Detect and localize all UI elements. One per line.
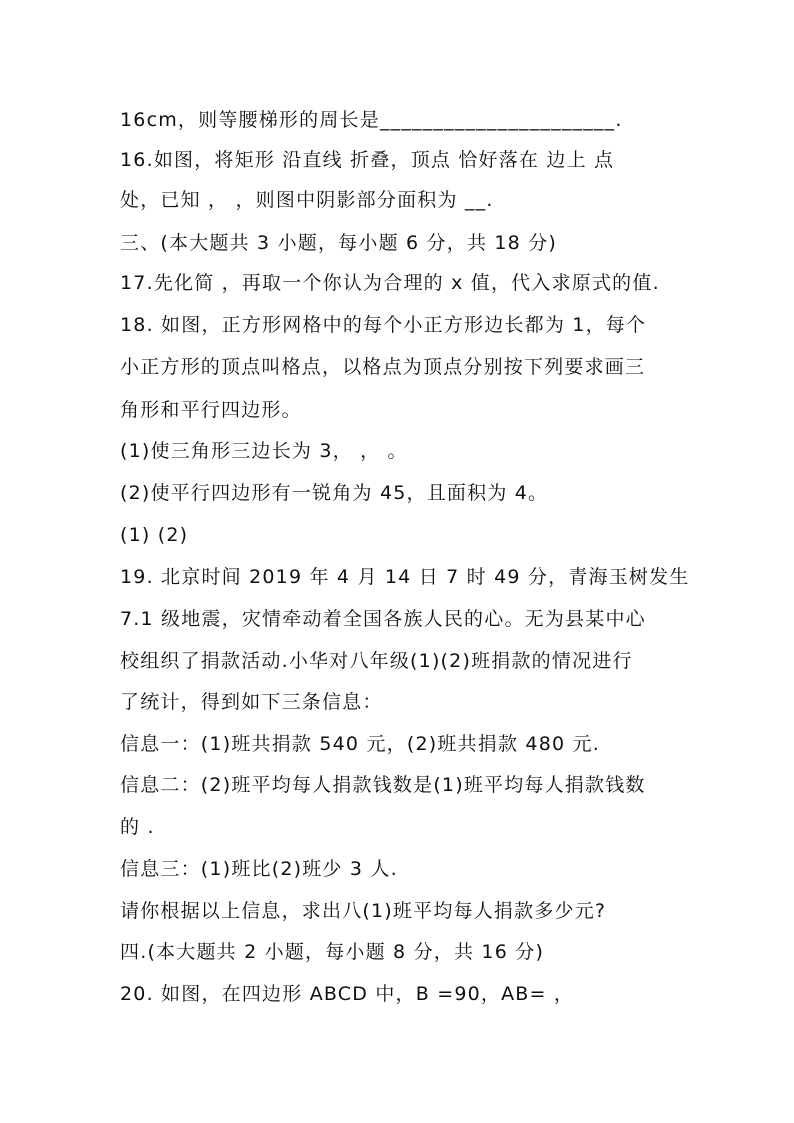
question-17: 17.先化简 ，再取一个你认为合理的 x 值，代入求原式的值. [120,272,660,294]
info-1: 信息一：(1)班共捐款 540 元，(2)班共捐款 480 元. [120,733,600,755]
info-2-line-2: 的 . [120,816,155,838]
question-19-prompt: 请你根据以上信息，求出八(1)班平均每人捐款多少元? [120,900,607,922]
section-4-heading: 四.(本大题共 2 小题，每小题 8 分，共 16 分) [120,941,545,963]
question-16-line-1: 16.如图，将矩形 沿直线 折叠，顶点 恰好落在 边上 点 [120,149,615,171]
question-16-line-2: 处，已知 ， ，则图中阴影部分面积为 __. [120,189,494,211]
question-19-line-1: 19. 北京时间 2019 年 4 月 14 日 7 时 49 分，青海玉树发生 [120,566,690,588]
question-18-part-2: (2)使平行四边形有一锐角为 45，且面积为 4。 [120,482,549,504]
question-18-part-1: (1)使三角形三边长为 3， ， 。 [120,440,408,462]
question-18-line-1: 18. 如图，正方形网格中的每个小正方形边长都为 1，每个 [120,314,647,336]
text-line-1: 16cm，则等腰梯形的周长是______________________. [120,109,623,131]
question-18-line-2: 小正方形的顶点叫格点，以格点为顶点分别按下列要求画三 [120,356,646,378]
question-19-line-4: 了统计，得到如下三条信息： [120,691,383,713]
figure-labels: (1) (2) [120,524,189,546]
section-3-heading: 三、(本大题共 3 小题，每小题 6 分，共 18 分) [120,232,558,254]
info-2-line-1: 信息二：(2)班平均每人捐款钱数是(1)班平均每人捐款钱数 [120,774,646,796]
question-20-line-1: 20. 如图，在四边形 ABCD 中，B =90，AB= ， [120,983,575,1005]
info-3: 信息三：(1)班比(2)班少 3 人. [120,858,398,880]
question-18-line-3: 角形和平行四边形。 [120,399,302,421]
question-19-line-3: 校组织了捐款活动.小华对八年级(1)(2)班捐款的情况进行 [120,650,633,672]
question-19-line-2: 7.1 级地震，灾情牵动着全国各族人民的心。无为县某中心 [120,608,646,630]
